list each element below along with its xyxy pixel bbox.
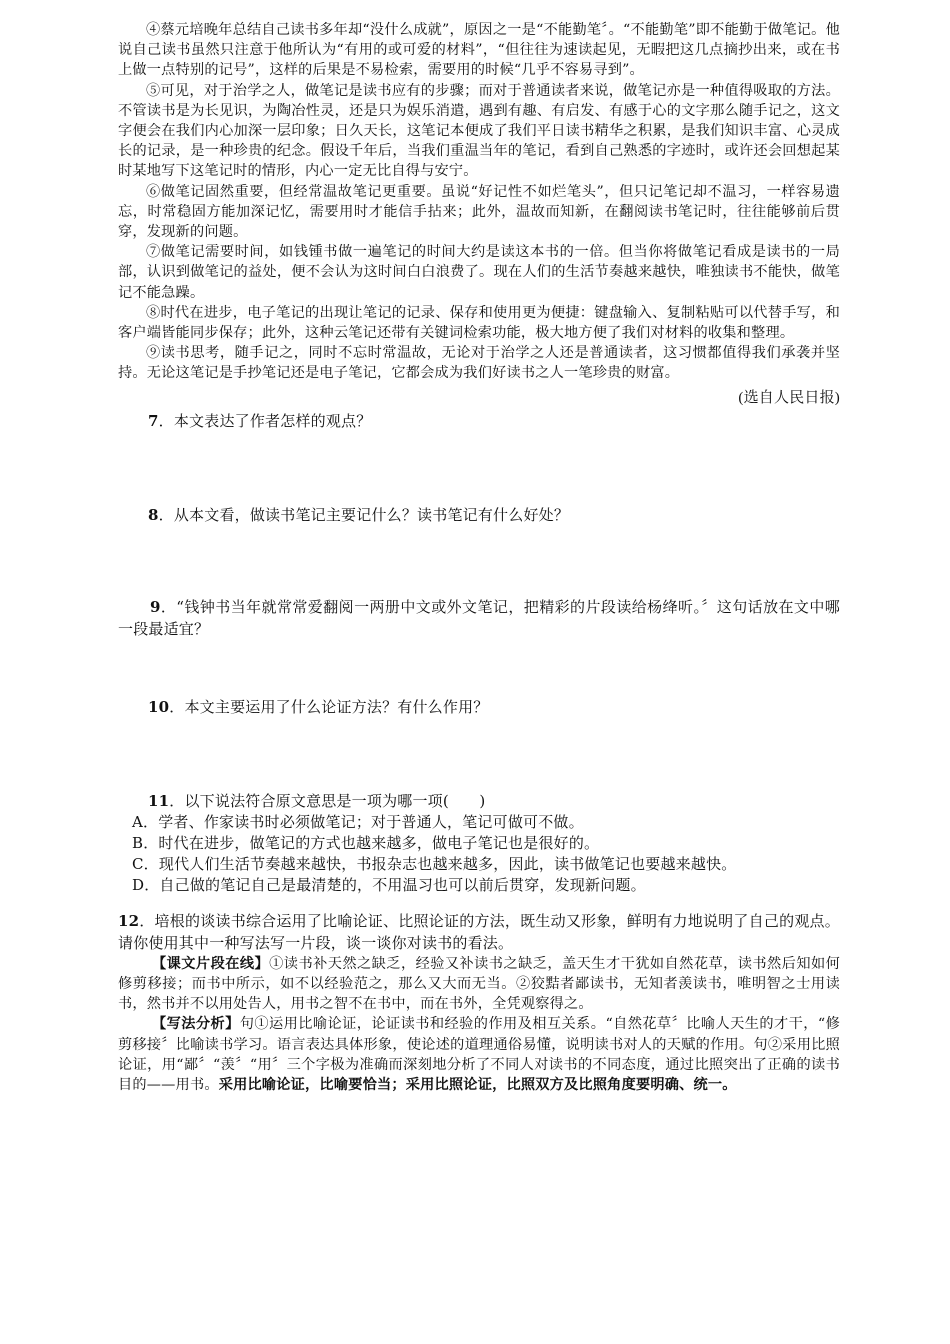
question-9 [118,596,840,640]
question-text: ．“钱钟书当年就常常爱翻阅一两册中文或外文笔记，把精彩的片段读给杨绛听。〞这句话放在文中哪一段最适宜？ [118,597,840,638]
excerpt-label: 【课文片段在线】 [152,955,270,972]
passage-paragraph-8: ⑧时代在进步，电子笔记的出现让笔记的记录、保存和使用更为便捷：键盘输入、复制粘贴可以代替手写，和 客户端皆能同步保存；此外，这种云笔记还带有关键词检索功能，极大地方便了我们对材料的收集和整理。 [118,304,860,342]
passage-paragraph-6: ⑥做笔记固然重要，但经常温故笔记更重要。虽说“好记性不如烂笔头”，但只记笔记却不温习，一样容易遗忘，时常稳固方能加深记忆，需要用时才能信手拈来；此外，温故而知新，在翻阅读书笔记时，往往能够前后贯穿，发现新的问题。 [118,183,840,241]
question-text: ．以下说法符合原文意思是一项为哪一项( ) [169,791,486,810]
question-8 [118,504,840,526]
passage-paragraph-9: ⑨读书思考，随手记之，同时不忘时常温故，无论对于治学之人还是普通读者，这习惯都值得我们承袭并坚持。无论这笔记是手抄笔记还是电子笔记，它都会成为我们好读书之人一笔珍贵的财富。 [118,345,840,382]
question-number: 12 [118,911,140,930]
option-c: C．现代人们生活节奏越来越快，书报杂志也越来越多，因此，读书做笔记也要越来越快。 [132,854,737,873]
option-b: B．时代在进步，做笔记的方式也越来越多，做电子笔记也是很好的。 [132,833,600,852]
question-number: 10 [148,697,170,716]
option-d: D．自己做的笔记自己是最清楚的，不用温习也可以前后贯穿，发现新问题。 [132,875,646,894]
question-7 [118,410,840,432]
question-12 [118,910,840,954]
analysis-text: 句①运用比喻论证，论证读书和经验的作用及相互关系。“自然花草〞比喻人天生的才干，“修剪移接〞比喻读书学习。语言表达具体形象，使论述的道理通俗易懂，说明读书对人的天赋的作用。句②采用比照论证，用“鄙〞“羡〞“用〞三个字极为准确而深刻地分析了不同人对读书的不同态度，通过比照突出了正确的读书目的——用书。 [118,1016,840,1094]
passage-source: (选自人民日报) [738,389,840,406]
analysis-block [118,1014,840,1095]
question-text: ．从本文看，做读书笔记主要记什么？读书笔记有什么好处？ [158,505,570,524]
option-a: A．学者、作家读书时必须做笔记；对于普通人，笔记可做可不做。 [132,812,584,831]
excerpt-block [118,954,840,1015]
question-10 [118,696,840,718]
question-number: 7 [148,411,159,430]
analysis-label: 【写法分析】 [152,1016,240,1033]
question-number: 9 [150,597,161,616]
excerpt-text: ①读书补天然之缺乏，经验又补读书之缺乏，盖天生才干犹如自然花草，读书然后知如何修剪移接；而书中所示，如不以经验范之，那么又大而无当。②狡黠者鄙读书，无知者羡读书，唯明智之士用读书，然书并不以用处告人，用书之智不在书中，而在书外，全凭观察得之。 [118,955,840,1013]
question-number: 11 [148,791,170,810]
document-page [118,20,860,1095]
question-text: ．本文表达了作者怎样的观点？ [158,411,372,430]
question-11 [118,790,840,812]
passage-paragraph-7: ⑦做笔记需要时间，如钱锺书做一遍笔记的时间大约是读这本书的一倍。但当你将做笔记看成是读书的一局部，认识到做笔记的益处，便不会认为这时间白白浪费了。现在人们的生活节奏越来越快，唯独读书不能快，做笔记不能急躁。 [118,244,840,301]
question-text: ．本文主要运用了什么论证方法？有什么作用？ [169,697,489,716]
question-text: ．培根的谈读书综合运用了比喻论证、比照论证的方法，既生动又形象，鲜明有力地说明了自己的观点。请你使用其中一种写法写一片段，谈一谈你对读书的看法。 [118,911,840,952]
question-number: 8 [148,505,159,524]
passage-paragraph-4: ④蔡元培晚年总结自己读书多年却“没什么成就”，原因之一是“不能勤笔〞。“不能勤笔”即不能勤于做笔记。他说自己读书虽然只注意于他所认为“有用的或可爱的材料”，“但往往为速读起见，无暇把这几点摘抄出来，或在书上做一点特别的记号”，这样的后果是不易检索，需要用的时候“几乎不容易寻到”。 [118,22,840,79]
analysis-conclusion: 采用比喻论证，比喻要恰当；采用比照论证，比照双方及比照角度要明确、统一。 [218,1077,737,1094]
passage-paragraph-5: ⑤可见，对于治学之人，做笔记是读书应有的步骤；而对于普通读者来说，做笔记亦是一种值得吸取的方法。不管读书是为长见识，为陶冶性灵，还是只为娱乐消遣，遇到有趣、有启发、有感于心的文字那么随手记之，这文字便会在我们内心加深一层印象；日久天长，这笔记本便成了我们平日读书精华之积累，是我们知识丰富、心灵成长的记录，是一种珍贵的纪念。假设千年后，当我们重温当年的笔记，看到自己熟悉的字迹时，或许还会回想起某时某地写下这笔记时的情形，内心一定无比自得与安宁。 [118,82,840,180]
